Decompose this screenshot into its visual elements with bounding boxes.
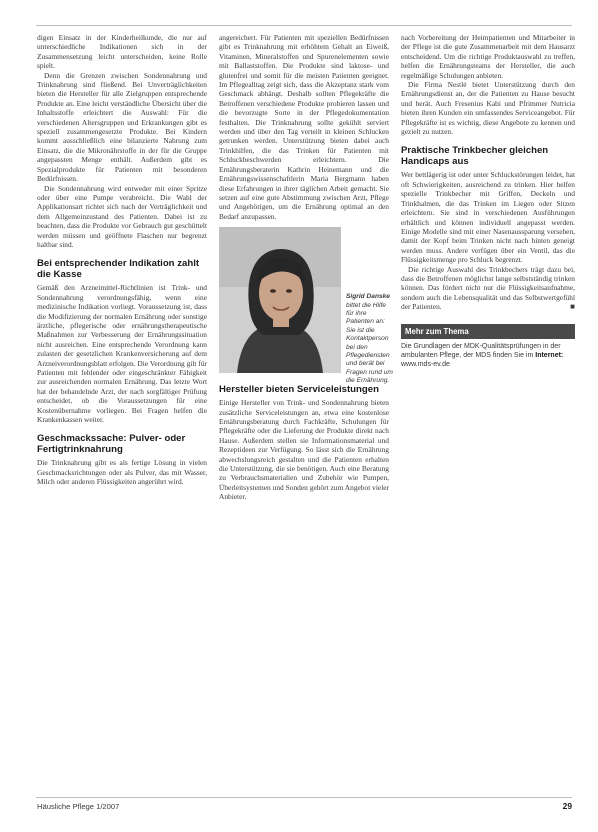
more-info-link[interactable]: www.mds-ev.de bbox=[401, 360, 450, 368]
column-1 bbox=[37, 33, 207, 487]
section-heading: Bei entsprechender Indikation zahlt die Kasse bbox=[37, 258, 200, 281]
paragraph: Die Sondennahrung wird entweder mit einer Spritze oder über eine Pumpe verabreicht. Die Wahl der Applikationsart richtet sich nach der Verträglichkeit und dem Allgemeinzustand des Patienten. Dabei ist zu beachten, dass die Produkte vor Gebrauch gut geschüttelt werden müssen und geöffnete Flaschen nur begrenzt haltbar sind. bbox=[37, 183, 207, 249]
paragraph: Wer bettlägerig ist oder unter Schluckstörungen leidet, hat oft Schwierigkeiten, ausreichend zu trinken. Hier helfen spezielle Trinkbecher mit Griffen, Deckeln und Trinkhalmen, die das Trinken im Liegen oder Sitzen erleichtern. Sie sind in verschiedenen Ausführungen erhältlich und können individuell angepasst werden. Einige Modelle sind mit einer Nasenaussparung versehen, damit der Kopf beim Trinken nicht nach hinten geneigt werden muss. Andere verfügen über ein Ventil, das die Flüssigkeitsmenge pro Schluck begrenzt. bbox=[401, 170, 575, 265]
paragraph: Die Firma Nestlé bietet Unterstützung durch den Ernährungsdienst an, der die Patienten zu Hause besucht und berät. Auch Fresenius Kabi und Pfrimmer Nutricia bieten ihren Kunden ein umfassendes Serviceangebot. Für Pflegekräfte ist es wichtig, diese Angebote zu kennen und gezielt zu nutzen. bbox=[401, 80, 575, 137]
paragraph: angereichert. Für Patienten mit speziellen Bedürfnissen gibt es Trinknahrung mit erhöhtem Gehalt an Eiweiß, Vitaminen, Mineralstoffen und Spurenelementen sowie mit Ballaststoffen. Die Produkte sind laktose- und glutenfrei und somit für die meisten Patienten geeignet. Im Pflegealltag zeigt sich, dass die Akzeptanz stark vom Geschmack abhängt. Deshalb sollten Pflegekräfte die Betroffenen verschiedene Produkte probieren lassen und die bevorzugte Sorte in der Pflegedokumentation festhalten. Die Trinknahrung sollte gekühlt serviert werden und über den Tag verteilt in kleinen Schlucken getrunken werden. Unterstützung bieten dabei auch Trinkhilfen, die das Trinken für Patienten mit Schluckbeschwerden erleichtern. Die Ernährungsberaterin Kathrin Heinemann und die Ernährungswissenschaftlerin Maria Bergmann haben diese Erfahrungen in ihrer täglichen Arbeit gemacht. Sie setzen auf eine gute Abstimmung zwischen Arzt, Pflege und Angehörigen, um die Ernährung optimal an den Bedarf anzupassen. bbox=[219, 33, 389, 221]
portrait-photo bbox=[219, 227, 341, 373]
page-number: 29 bbox=[562, 801, 572, 811]
journal-issue: Häusliche Pflege 1/2007 bbox=[37, 802, 120, 811]
paragraph: nach Vorbereitung der Heimpatienten und Mitarbeiter in der Pflege ist die gute Zusammenarbeit mit dem Hausarzt entscheidend. Um die richtige Produktauswahl zu treffen, helfen die Ernährungsteams der Hersteller, die auch regelmäßige Schulungen anbieten. bbox=[401, 33, 575, 80]
photo-caption bbox=[346, 293, 394, 385]
paragraph: Einige Hersteller von Trink- und Sondennahrung bieten zusätzliche Serviceleistungen an, etwa eine kostenlose Ernährungsberatung durch Fachkräfte, Schulungen für Pflegekräfte oder die Lieferung der Produkte direkt nach Hause. Außerdem stellen sie Informationsmaterial und Rezeptideen zur Verfügung. So lässt sich die Ernährung abwechslungsreich gestalten und die Patienten erhalten die Unterstützung, die sie benötigen. Auch eine Beratung zu Verbrauchsmaterialien und Zubehör wie Pumpen, Überleitsystemen und Sonden gehört zum Angebot vieler Anbieter. bbox=[219, 398, 389, 502]
column-2 bbox=[219, 33, 393, 502]
more-info-text bbox=[401, 342, 575, 369]
photo-block bbox=[219, 227, 393, 385]
paragraph: Gemäß den Arzneimittel-Richtlinien ist Trink- und Sondennahrung verordnungsfähig, wenn eine medizinische Indikation vorliegt. Voraussetzung ist, dass die Modifizierung der normalen Ernährung oder sonstige ärztliche, pflegerische oder ernährungstherapeutische Maßnahmen zur Verbesserung der Ernährungssituation nicht ausreichen. Eine entsprechende Verordnung kann zulasten der gesetzlichen Krankenversicherung auf dem Arzneiverordnungsblatt erfolgen. Die Verordnung gilt für Patienten mit fehlender oder eingeschränkter Fähigkeit zur ausreichenden normalen Ernährung. Das letzte Wort hat der behandelnde Arzt, der nach sorgfältiger Prüfung entscheidet, ob die Voraussetzungen für eine Kostenübernahme vorliegen. Bei Fragen helfen die Krankenkassen weiter. bbox=[37, 283, 207, 425]
section-heading: Praktische Trinkbecher gleichen Handicaps aus bbox=[401, 145, 549, 168]
internet-label: Internet: bbox=[535, 351, 564, 359]
more-info-line: Die Grundlagen der MDK-Qualitätsprüfungen in der ambulanten Pflege, der MDS finden Sie im bbox=[401, 342, 561, 359]
top-rule bbox=[36, 25, 572, 26]
paragraph: digen Einsatz in der Kinderheilkunde, die nur auf unterschiedliche Indikationen sich in der Zusammensetzung leicht unterscheiden, keine Rolle spielt. bbox=[37, 33, 207, 71]
more-info-title: Mehr zum Thema bbox=[401, 324, 575, 339]
bottom-rule bbox=[36, 797, 572, 798]
section-heading: Hersteller bieten Serviceleistungen bbox=[219, 384, 379, 396]
caption-name: Sigrid Danske bbox=[346, 293, 390, 301]
section-heading: Geschmackssache: Pulver- oder Fertigtrinknahrung bbox=[37, 433, 186, 456]
end-of-article-mark: ■ bbox=[570, 302, 575, 312]
paragraph bbox=[401, 265, 575, 312]
paragraph-text: Die richtige Auswahl des Trinkbechers trägt dazu bei, dass die Betroffenen möglichst lange selbstständig trinken können. Das fördert nicht nur die Flüssigkeitsaufnahme, sondern auch die Lebensqualität und das Selbstwertgefühl der Patienten. bbox=[401, 264, 575, 312]
paragraph: Denn die Grenzen zwischen Sondennahrung und Trinknahrung sind fließend. Bei Unverträglichkeiten bieten die Hersteller für alle Zielgruppen entsprechende Produkte an. Eine leicht verständliche Übersicht über die Inhaltsstoffe erleichtert die Auswahl: Für die verschiedenen Altersgruppen und Erkrankungen gibt es speziell zusammengesetzte Produkte. Bei Kindern kommt ausschließlich eine bilanzierte Nahrung zum Einsatz, die die Mikronährstoffe in der für die Gruppe angepassten Menge enthält. Außerdem gibt es Spezialprodukte für Patienten mit besonderen Bedürfnissen. bbox=[37, 70, 207, 184]
portrait-illustration bbox=[219, 227, 341, 373]
paragraph: Die Trinknahrung gibt es als fertige Lösung in vielen Geschmacksrichtungen oder als Pulver, das mit Wasser, Milch oder anderen Flüssigkeiten angerührt wird. bbox=[37, 458, 207, 487]
column-3 bbox=[401, 33, 575, 369]
more-info-box bbox=[401, 324, 575, 369]
caption-text: bittet die Hilfe für ihre Patienten an: Sie ist die Kontaktperson bei den Pflegediensten und berät bei Fragen rund um die Ernährung. bbox=[346, 301, 393, 385]
